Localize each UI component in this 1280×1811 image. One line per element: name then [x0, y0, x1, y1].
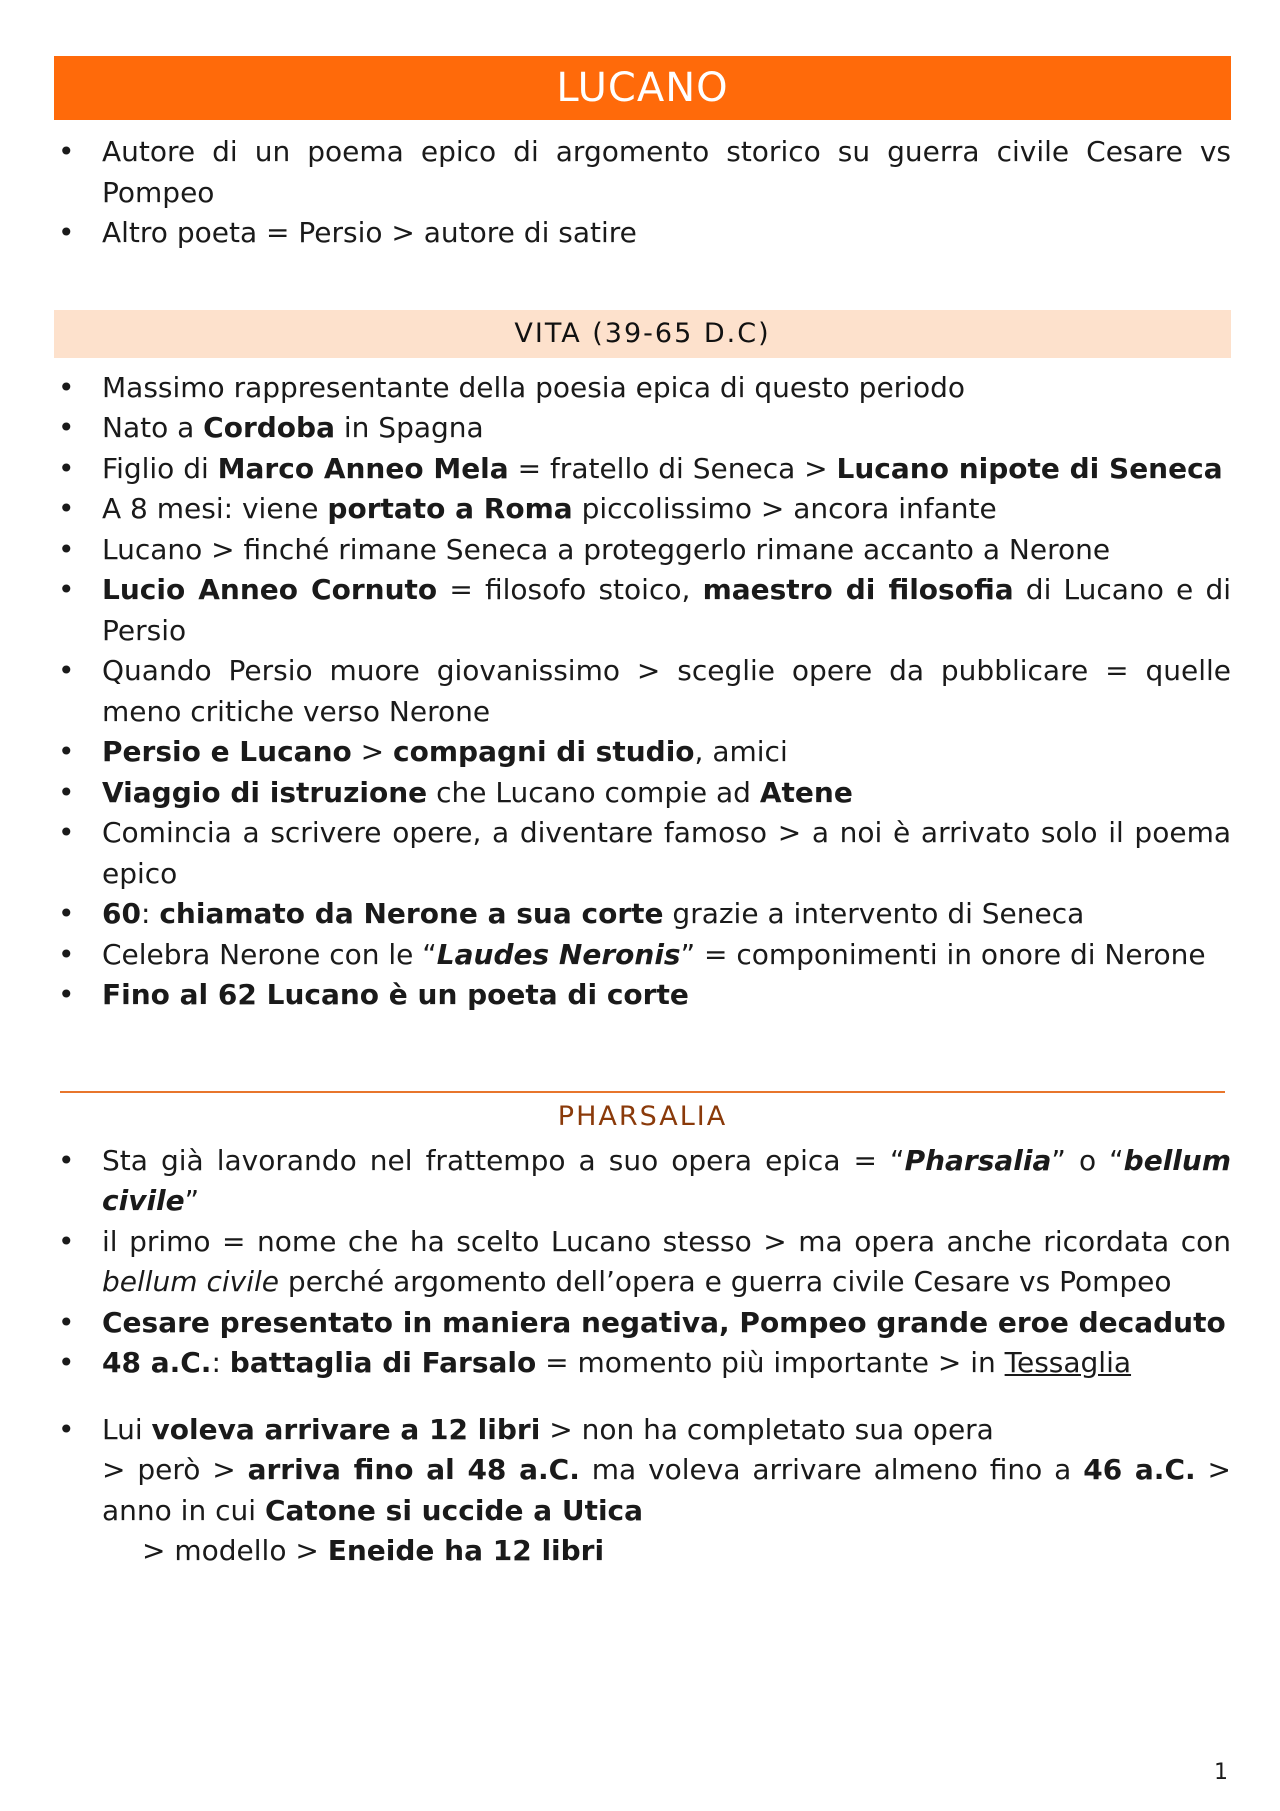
list-item: • A 8 mesi: viene portato a Roma piccolissimo > ancora infante	[54, 489, 1231, 530]
bullet-icon: •	[58, 897, 75, 930]
list-item: • Viaggio di istruzione che Lucano compie ad Atene	[54, 773, 1231, 814]
list-item: • il primo = nome che ha scelto Lucano stesso > ma opera anche ricordata con bellum civile perché argomento dell’opera e guerra civile Cesare vs Pompeo	[54, 1222, 1231, 1303]
list-item: • Comincia a scrivere opere, a diventare famoso > a noi è arrivato solo il poema epico	[54, 813, 1231, 894]
bullet-icon: •	[58, 1305, 75, 1339]
bullet-icon: •	[58, 1412, 75, 1446]
list-item: • Sta già lavorando nel frattempo a suo opera epica = “Pharsalia” o “bellum civile”	[54, 1141, 1231, 1222]
page-title: LUCANO	[54, 56, 1231, 120]
bullet-icon: •	[58, 1143, 75, 1177]
bullet-icon: •	[58, 370, 75, 404]
bullet-icon: •	[58, 573, 75, 606]
list-item: • Nato a Cordoba in Spagna	[54, 408, 1231, 449]
bullet-icon: •	[58, 451, 75, 485]
bullet-icon: •	[58, 937, 75, 971]
list-item: • Altro poeta = Persio > autore di satire	[54, 213, 1231, 254]
list-item: • Autore di un poema epico di argomento storico su guerra civile Cesare vs Pompeo	[54, 132, 1231, 213]
vita-list	[54, 368, 1231, 1016]
list-item: • Fino al 62 Lucano è un poeta di corte	[54, 975, 1231, 1016]
list-item: • Figlio di Marco Anneo Mela = fratello di Seneca > Lucano nipote di Seneca	[54, 449, 1231, 490]
page-number: 1	[1214, 1760, 1228, 1785]
list-item: • Lucano > finché rimane Seneca a proteggerlo rimane accanto a Nerone	[54, 530, 1231, 571]
bullet-icon: •	[58, 735, 75, 768]
bullet-icon: •	[58, 1224, 75, 1258]
list-item: • Persio e Lucano > compagni di studio, amici	[54, 732, 1231, 773]
bullet-icon: •	[58, 135, 75, 168]
list-item: • Cesare presentato in maniera negativa, Pompeo grande eroe decaduto	[54, 1303, 1231, 1344]
list-item: • Lui voleva arrivare a 12 libri > non ha completato sua opera > però > arriva fino al 48 a.C. ma voleva arrivare almeno fino a 46 a.C. > anno in cui Catone si uccide a Utica > modello > Eneide ha 12 libri	[54, 1410, 1231, 1572]
bullet-icon: •	[58, 978, 75, 1011]
list-item: • Massimo rappresentante della poesia epica di questo periodo	[54, 368, 1231, 409]
bullet-icon: •	[58, 216, 75, 249]
list-item: • 48 a.C.: battaglia di Farsalo = momento più importante > in Tessaglia	[54, 1343, 1231, 1384]
list-item: • Lucio Anneo Cornuto = filosofo stoico, maestro di filosofia di Lucano e di Persio	[54, 570, 1231, 651]
list-item: • Celebra Nerone con le “Laudes Neronis” = componimenti in onore di Nerone	[54, 935, 1231, 976]
bullet-icon: •	[58, 775, 75, 809]
list-item: • 60: chiamato da Nerone a sua corte grazie a intervento di Seneca	[54, 894, 1231, 935]
bullet-icon: •	[58, 1346, 75, 1379]
intro-list	[54, 132, 1231, 254]
bullet-icon: •	[58, 532, 75, 566]
document-page	[54, 56, 1231, 1572]
bullet-icon: •	[58, 492, 75, 525]
section-heading-vita: VITA (39-65 D.C)	[54, 310, 1231, 358]
bullet-icon: •	[58, 654, 75, 687]
bullet-icon: •	[58, 816, 75, 849]
section-heading-pharsalia: PHARSALIA	[60, 1091, 1225, 1139]
pharsalia-list	[54, 1141, 1231, 1572]
list-item: • Quando Persio muore giovanissimo > sceglie opere da pubblicare = quelle meno critiche verso Nerone	[54, 651, 1231, 732]
bullet-icon: •	[58, 411, 75, 444]
